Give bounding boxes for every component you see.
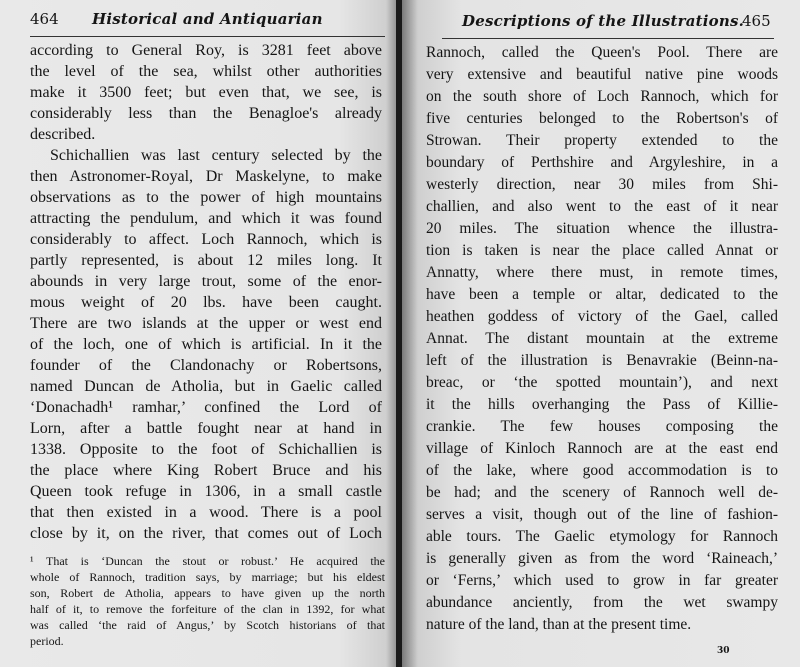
text-line: son, Robert de Atholia, appears to have given up the north — [30, 586, 385, 600]
text-line: observations as to the power of high mountains — [30, 189, 382, 206]
text-line: then Astronomer-Royal, Dr Maskelyne, to make — [30, 168, 382, 185]
text-line: abounds in very large trout, some of the enor- — [30, 273, 382, 290]
text-line: ‘Donachadh¹ ramhar,’ confined the Lord of — [30, 399, 382, 416]
text-line: considerably less than the Benagloe's already — [30, 105, 382, 122]
text-line: breac, or ‘the spotted mountain’), and next — [426, 374, 778, 391]
text-line: very extensive and beautiful native pine woods — [426, 66, 778, 83]
text-line: village of Kinloch Rannoch are at the east end — [426, 440, 778, 457]
text-line: Schichallien was last century selected by the — [50, 147, 382, 164]
text-line: boundary of Perthshire and Argyleshire, in a — [426, 154, 778, 171]
text-line: period. — [30, 634, 64, 648]
text-line: according to General Roy, is 3281 feet above — [30, 42, 382, 59]
text-line: named Duncan de Atholia, but in Gaelic called — [30, 378, 382, 395]
text-line: of the lake, where good accommodation is to — [426, 462, 778, 479]
text-line: close by it, on the river, that comes out of Loch — [30, 525, 382, 542]
text-line: five centuries belonged to the Robertson's of — [426, 110, 778, 127]
text-line: make it 3500 feet; but even that, we see, is — [30, 84, 382, 101]
text-line: of the loch, one of which is artificial. In it the — [30, 336, 382, 353]
text-line: westerly direction, near 30 miles from Shi- — [426, 176, 778, 193]
text-line: left of the illustration is Benavrakie (Beinn-na- — [426, 352, 778, 369]
text-line: abundance anciently, from the wet swampy — [426, 594, 778, 611]
text-line: have been a temple or altar, dedicated to the — [426, 286, 778, 303]
text-line: the level of the sea, whilst other authorities — [30, 63, 382, 80]
text-line: it the hills overhanging the Pass of Killie- — [426, 396, 778, 413]
text-line: crankie. The few houses composing the — [426, 418, 778, 435]
header-rule — [442, 38, 774, 39]
left-page — [0, 0, 398, 667]
right-body-text — [426, 42, 778, 636]
text-line: nature of the land, than at the present time. — [426, 616, 692, 633]
signature-mark: 30 — [717, 646, 730, 656]
text-line: Lorn, after a battle fought near at hand in — [30, 420, 382, 437]
text-line: tion is taken is near the place called Annat or — [426, 242, 778, 259]
text-line: whole of Rannoch, tradition says, by marriage; but his eldest — [30, 570, 385, 584]
text-line: serves a visit, though out of the line of fashion- — [426, 506, 778, 523]
text-line: Annat. The distant mountain at the extreme — [426, 330, 778, 347]
text-line: 20 miles. The situation whence the illustra- — [426, 220, 778, 237]
header-rule — [30, 36, 385, 37]
running-head: Historical and Antiquarian — [92, 10, 323, 28]
text-line: Annatty, where there must, in remote times, — [426, 264, 778, 281]
text-line: was called ‘the raid of Angus,’ by Scotch historians of that — [30, 618, 385, 632]
text-line: Strowan. Their property extended to the — [426, 132, 778, 149]
text-line: Rannoch, called the Queen's Pool. There are — [426, 44, 778, 61]
text-line: the place where King Robert Bruce and his — [30, 462, 382, 479]
text-line: challien, and also went to the east of it near — [426, 198, 778, 215]
running-head: Descriptions of the Illustrations. — [462, 12, 745, 30]
text-line: considerably to affect. Loch Rannoch, which is — [30, 231, 382, 248]
left-body-text — [30, 40, 382, 544]
text-line: on the south shore of Loch Rannoch, which for — [426, 88, 778, 105]
text-line: founder of the Clandonachy or Robertsons, — [30, 357, 382, 374]
text-line: that then existed in a wood. There is a pool — [30, 504, 382, 521]
text-line: be had; and the scenery of Rannoch well de- — [426, 484, 778, 501]
text-line: There are two islands at the upper or west end — [30, 315, 382, 332]
text-line: described. — [30, 126, 96, 143]
text-line: ¹ That is ‘Duncan the stout or robust.’ He acquired the — [30, 554, 385, 568]
text-line: is generally given as from the word ‘Raineach,’ — [426, 550, 778, 567]
text-line: partly represented, is about 12 miles long. It — [30, 252, 382, 269]
text-line: or ‘Ferns,’ which used to grow in far greater — [426, 572, 778, 589]
right-page — [402, 0, 800, 667]
text-line: attracting the pendulum, and which it was found — [30, 210, 382, 227]
text-line: Queen took refuge in 1306, in a small castle — [30, 483, 382, 500]
footnote — [30, 553, 385, 649]
text-line: heathen goddess of victory of the Gael, called — [426, 308, 778, 325]
text-line: 1338. Opposite to the foot of Schichallien is — [30, 441, 382, 458]
text-line: mous weight of 20 lbs. have been caught. — [30, 294, 382, 311]
text-line: half of it, to remove the forfeiture of the clan in 1392, for what — [30, 602, 385, 616]
page-number: 464 — [30, 10, 59, 28]
page-number: 465 — [742, 12, 771, 30]
text-line: able tours. The Gaelic etymology for Rannoch — [426, 528, 778, 545]
